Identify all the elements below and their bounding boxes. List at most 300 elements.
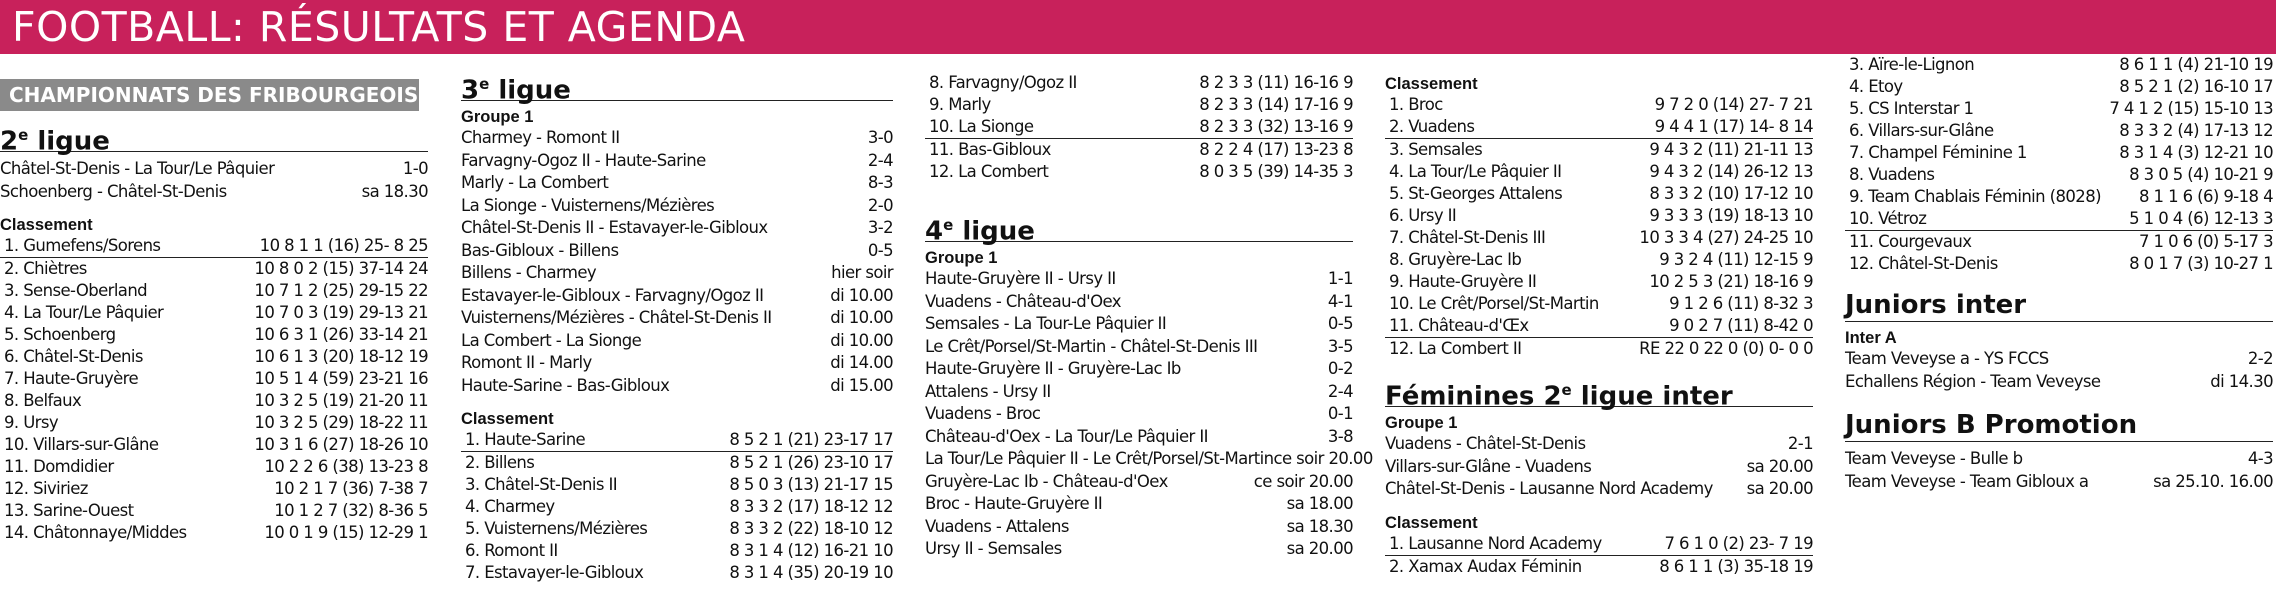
standings-row	[0, 478, 428, 500]
standings-row	[1385, 271, 1813, 293]
match-row	[461, 375, 893, 398]
team-stats: 8 3 3 2 (10) 17-12 10	[1649, 184, 1813, 203]
team-name: 9. Marly	[929, 95, 991, 114]
team-name: 12. La Combert	[929, 162, 1049, 181]
team-name: 12. Châtel-St-Denis	[1849, 254, 1998, 273]
section-title-sup: e	[1561, 381, 1572, 399]
match-row	[0, 181, 428, 204]
team-name: 7. Estavayer-le-Gibloux	[465, 563, 644, 582]
match-row	[1845, 371, 2273, 394]
match-teams: La Sionge - Vuisternens/Mézières	[461, 195, 715, 215]
match-row	[461, 352, 893, 375]
team-name: 9. Ursy	[4, 413, 59, 432]
team-name: 11. Château-d'Œx	[1389, 316, 1529, 335]
standings-row	[461, 540, 893, 562]
standings-row	[1845, 54, 2273, 76]
match-result: sa 25.10. 16.00	[2153, 471, 2273, 491]
team-name: 9. Team Chablais Féminin (8028)	[1849, 187, 2101, 206]
match-result: 0-1	[1327, 404, 1353, 423]
match-result: 1-1	[1327, 269, 1353, 288]
team-stats: 8 3 1 4 (3) 12-21 10	[2119, 143, 2273, 162]
team-name: 3. Semsales	[1389, 140, 1483, 159]
standings-row	[0, 434, 428, 456]
team-stats: 10 1 2 7 (32) 8-36 5	[274, 501, 428, 520]
match-row	[461, 217, 893, 240]
team-name: 11. Courgevaux	[1849, 232, 1972, 251]
team-name: 4. Etoy	[1849, 77, 1903, 96]
team-name: 2. Chiètres	[4, 259, 87, 278]
team-name: 14. Châtonnaye/Middes	[4, 523, 187, 542]
classement-label: Classement	[461, 410, 554, 428]
team-stats: 8 1 1 6 (6) 9-18 4	[2139, 187, 2273, 206]
match-teams: Team Veveyse - Bulle b	[1845, 449, 2023, 468]
match-result: 3-8	[1327, 426, 1353, 446]
match-result: 4-3	[2247, 449, 2273, 468]
team-name: 6. Châtel-St-Denis	[4, 347, 143, 366]
match-result: 3-2	[867, 218, 893, 237]
match-result: 2-4	[867, 150, 893, 170]
classement-label: Classement	[1385, 75, 1478, 93]
team-name: 5. Vuisternens/Mézières	[465, 519, 648, 538]
team-stats: 10 8 0 2 (15) 37-14 24	[254, 259, 428, 278]
standings-row	[0, 324, 428, 346]
team-name: 8. Belfaux	[4, 391, 82, 410]
section-title-sup: e	[943, 216, 954, 234]
match-result: sa 20.00	[1746, 479, 1813, 498]
team-stats: 10 7 1 2 (25) 29-15 22	[254, 281, 428, 300]
section-title-3e-ligue	[461, 68, 893, 106]
match-result: 2-1	[1787, 434, 1813, 453]
match-row	[1845, 348, 2273, 371]
team-name: 6. Villars-sur-Glâne	[1849, 121, 1994, 140]
standings-row	[0, 368, 428, 390]
standings-row	[925, 116, 1353, 139]
standings-row	[1385, 533, 1813, 556]
column-3e-ligue	[461, 54, 893, 599]
standings-row	[925, 72, 1353, 94]
section-title-2e-ligue	[0, 119, 428, 157]
standings-row	[1385, 293, 1813, 315]
match-row	[925, 493, 1353, 516]
team-stats: 8 2 3 3 (11) 16-16 9	[1199, 73, 1353, 92]
match-result: ce soir 20.00	[1273, 449, 1373, 468]
section-title-feminines	[1385, 374, 1813, 412]
team-stats: 8 2 2 4 (17) 13-23 8	[1199, 140, 1353, 159]
team-name: 7. Champel Féminine 1	[1849, 143, 2027, 162]
match-result: 1-0	[402, 159, 428, 178]
team-stats: 7 1 0 6 (0) 5-17 3	[2139, 232, 2273, 251]
team-name: 5. CS Interstar 1	[1849, 99, 1974, 118]
match-result: 0-2	[1327, 359, 1353, 378]
team-name: 13. Sarine-Ouest	[4, 501, 134, 520]
standings-table-2	[1385, 533, 1813, 578]
match-teams: Vuadens - Attalens	[925, 516, 1069, 536]
spacer	[461, 397, 893, 409]
team-stats: 8 5 2 1 (21) 23-17 17	[729, 430, 893, 449]
match-row	[925, 358, 1353, 381]
match-teams: Vuadens - Château-d'Oex	[925, 291, 1121, 311]
standings-row	[1385, 161, 1813, 183]
match-result: 3-0	[867, 128, 893, 147]
match-teams: Haute-Gruyère II - Ursy II	[925, 269, 1116, 288]
match-row	[461, 307, 893, 330]
standings-row	[1385, 556, 1813, 578]
match-teams: Château-d'Oex - La Tour/Le Pâquier II	[925, 426, 1208, 446]
team-name: 8. Gruyère-Lac Ib	[1389, 250, 1522, 269]
section-title-juniors-inter: Juniors inter	[1845, 290, 2027, 320]
team-name: 8. Farvagny/Ogoz II	[929, 73, 1077, 92]
team-name: 3. Aïre-le-Lignon	[1849, 55, 1975, 74]
team-stats: 5 1 0 4 (6) 12-13 3	[2129, 209, 2273, 228]
team-name: 3. Sense-Oberland	[4, 281, 148, 300]
section-title-rest: ligue inter	[1571, 381, 1733, 412]
standings-row	[0, 522, 428, 544]
team-stats: 8 3 3 2 (22) 18-10 12	[729, 519, 893, 538]
divider	[1845, 321, 2273, 322]
classement-label: Classement	[1385, 513, 1478, 532]
match-list	[1845, 448, 2273, 493]
column-2e-ligue	[0, 54, 428, 599]
team-name: 9. Haute-Gruyère II	[1389, 272, 1537, 291]
section-title-number: 2	[0, 126, 19, 157]
match-teams: Le Crêt/Porsel/St-Martin - Châtel-St-Denis III	[925, 336, 1258, 356]
standings-row	[461, 474, 893, 496]
match-row	[461, 127, 893, 150]
section-title-rest: ligue	[489, 75, 571, 106]
team-stats: 10 7 0 3 (19) 29-13 21	[254, 303, 428, 322]
team-name: 2. Billens	[465, 453, 535, 472]
section-title-number: 3	[461, 75, 480, 106]
team-stats: 10 2 1 7 (36) 7-38 7	[274, 479, 428, 498]
match-result: 0-5	[1327, 314, 1353, 333]
match-teams: Team Veveyse - Team Gibloux a	[1845, 471, 2089, 491]
team-stats: 8 3 0 5 (4) 10-21 9	[2129, 165, 2273, 184]
standings-row	[1385, 116, 1813, 139]
team-name: 11. Domdidier	[4, 457, 114, 476]
team-stats: RE 22 0 22 0 (0) 0- 0 0	[1639, 339, 1813, 358]
standings-row	[1385, 94, 1813, 116]
match-row	[925, 516, 1353, 539]
team-name: 4. La Tour/Le Pâquier	[4, 303, 164, 322]
team-stats: 10 0 1 9 (15) 12-29 1	[264, 523, 428, 542]
section-title-sup: e	[18, 126, 29, 144]
match-teams: Gruyère-Lac Ib - Château-d'Oex	[925, 471, 1168, 491]
team-name: 12. Siviriez	[4, 479, 88, 498]
match-row	[925, 381, 1353, 404]
match-teams: Estavayer-le-Gibloux - Farvagny/Ogoz II	[461, 285, 764, 305]
match-teams: Team Veveyse a - YS FCCS	[1845, 349, 2049, 368]
match-result: 0-5	[867, 240, 893, 260]
match-result: 2-0	[867, 195, 893, 215]
standings-table	[0, 235, 428, 544]
team-stats: 8 5 2 1 (26) 23-10 17	[729, 453, 893, 472]
match-row	[1845, 448, 2273, 471]
match-list	[0, 158, 428, 203]
standings-row	[0, 302, 428, 324]
team-stats: 9 0 2 7 (11) 8-42 0	[1669, 316, 1813, 335]
standings-row	[1385, 249, 1813, 271]
column-4e-ligue	[925, 54, 1373, 599]
match-teams: Farvagny-Ogoz II - Haute-Sarine	[461, 150, 706, 170]
match-row	[0, 158, 428, 181]
section-title-rest: ligue	[953, 216, 1035, 247]
match-row	[925, 403, 1353, 426]
match-result: di 14.00	[830, 353, 893, 372]
team-stats: 8 3 1 4 (12) 16-21 10	[729, 541, 893, 560]
team-name: 1. Broc	[1389, 95, 1443, 114]
match-teams: Haute-Gruyère II - Gruyère-Lac Ib	[925, 359, 1181, 378]
match-teams: Vuadens - Broc	[925, 404, 1041, 423]
team-stats: 7 6 1 0 (2) 23- 7 19	[1664, 533, 1813, 553]
match-result: sa 18.30	[1286, 516, 1353, 536]
match-row	[461, 240, 893, 263]
standings-table-continued	[925, 72, 1353, 183]
team-stats: 9 4 4 1 (17) 14- 8 14	[1654, 117, 1813, 136]
match-result: 4-1	[1327, 291, 1353, 311]
spacer	[0, 203, 428, 215]
match-result: 2-2	[2247, 349, 2273, 368]
match-result: ce soir 20.00	[1253, 471, 1353, 491]
team-name: 11. Bas-Gibloux	[929, 140, 1051, 159]
team-name: 10. La Sionge	[929, 117, 1034, 136]
team-stats: 9 3 2 4 (11) 12-15 9	[1659, 250, 1813, 269]
group-label: Groupe 1	[461, 108, 534, 126]
standings-row	[1845, 208, 2273, 231]
team-name: 6. Ursy II	[1389, 206, 1457, 225]
team-stats: 9 4 3 2 (11) 21-11 13	[1649, 140, 1813, 159]
team-name: 1. Gumefens/Sorens	[4, 236, 161, 255]
team-stats: 8 5 2 1 (2) 16-10 17	[2119, 77, 2273, 96]
standings-row	[1385, 183, 1813, 205]
standings-row	[0, 235, 428, 258]
section-title-rest: ligue	[28, 126, 110, 157]
match-row	[1845, 471, 2273, 494]
team-stats: 8 3 1 4 (35) 20-19 10	[729, 563, 893, 582]
team-stats: 10 6 1 3 (20) 18-12 19	[254, 347, 428, 366]
match-row	[461, 172, 893, 195]
match-result: sa 20.00	[1286, 539, 1353, 558]
match-result: 3-5	[1327, 336, 1353, 356]
match-list	[925, 268, 1373, 561]
team-name: 10. Villars-sur-Glâne	[4, 435, 159, 454]
match-teams: Semsales - La Tour-Le Pâquier II	[925, 314, 1167, 333]
team-name: 2. Xamax Audax Féminin	[1389, 556, 1582, 576]
team-stats: 10 5 1 4 (59) 23-21 16	[254, 369, 428, 388]
match-row	[461, 262, 893, 285]
standings-row	[0, 346, 428, 368]
standings-row	[1385, 315, 1813, 338]
team-name: 8. Vuadens	[1849, 165, 1935, 184]
team-name: 1. Lausanne Nord Academy	[1389, 533, 1602, 553]
page-title: FOOTBALL: RÉSULTATS ET AGENDA	[12, 3, 746, 51]
section-title-4e-ligue	[925, 209, 1353, 247]
team-stats: 8 6 1 1 (3) 35-18 19	[1659, 556, 1813, 576]
standings-row	[1845, 76, 2273, 98]
match-result: di 15.00	[830, 375, 893, 395]
match-list	[1845, 348, 2273, 393]
section-title-number: Féminines 2	[1385, 381, 1562, 412]
match-row	[925, 291, 1353, 314]
match-teams: Broc - Haute-Gruyère II	[925, 494, 1103, 513]
match-teams: Vuisternens/Mézières - Châtel-St-Denis II	[461, 308, 772, 327]
standings-row	[461, 518, 893, 540]
classement-label: Classement	[0, 216, 93, 234]
team-stats: 8 2 3 3 (14) 17-16 9	[1199, 95, 1353, 114]
match-teams: Ursy II - Semsales	[925, 539, 1062, 558]
match-teams: Châtel-St-Denis - Lausanne Nord Academy	[1385, 479, 1713, 498]
match-teams: Bas-Gibloux - Billens	[461, 240, 619, 260]
match-row	[925, 313, 1353, 336]
match-result: di 10.00	[830, 285, 893, 305]
standings-row	[0, 412, 428, 434]
match-row	[925, 426, 1353, 449]
standings-row	[461, 496, 893, 518]
team-stats: 8 3 3 2 (17) 18-12 12	[729, 497, 893, 516]
standings-row	[1845, 231, 2273, 253]
standings-row	[0, 390, 428, 412]
team-stats: 10 3 2 5 (29) 18-22 11	[254, 413, 428, 432]
match-teams: Schoenberg - Châtel-St-Denis	[0, 181, 227, 201]
team-stats: 10 6 3 1 (26) 33-14 21	[254, 325, 428, 344]
match-teams: Echallens Région - Team Veveyse	[1845, 371, 2101, 391]
match-result: di 10.00	[830, 308, 893, 327]
standings-row	[925, 139, 1353, 161]
match-teams: Châtel-St-Denis - La Tour/Le Pâquier	[0, 159, 275, 178]
team-stats: 8 5 0 3 (13) 21-17 15	[729, 475, 893, 494]
team-name: 7. Haute-Gruyère	[4, 369, 139, 388]
team-stats: 8 3 3 2 (4) 17-13 12	[2119, 121, 2273, 140]
match-teams: Châtel-St-Denis II - Estavayer-le-Gibloux	[461, 218, 768, 237]
standings-table-continued	[1845, 54, 2273, 275]
group-label: Inter A	[1845, 329, 1897, 347]
team-name: 1. Haute-Sarine	[465, 430, 586, 449]
match-teams: Charmey - Romont II	[461, 128, 620, 147]
standings-row	[0, 456, 428, 478]
divider	[1845, 441, 2273, 442]
match-row	[925, 268, 1353, 291]
team-stats: 8 0 1 7 (3) 10-27 1	[2129, 254, 2273, 273]
team-name: 12. La Combert II	[1389, 339, 1522, 358]
standings-row	[1385, 338, 1813, 360]
match-teams: Vuadens - Châtel-St-Denis	[1385, 434, 1586, 453]
match-teams: Marly - La Combert	[461, 173, 609, 192]
section-title-juniors-b: Juniors B Promotion	[1845, 410, 2138, 440]
team-stats: 10 2 5 3 (21) 18-16 9	[1649, 272, 1813, 291]
team-stats: 8 2 3 3 (32) 13-16 9	[1199, 117, 1353, 136]
match-result: hier soir	[831, 263, 893, 282]
group-label: Groupe 1	[1385, 414, 1458, 432]
column-feminines	[1385, 54, 1813, 599]
match-result: sa 18.00	[1286, 494, 1353, 513]
team-name: 10. Le Crêt/Porsel/St-Martin	[1389, 294, 1599, 313]
team-stats: 8 0 3 5 (39) 14-35 3	[1199, 162, 1353, 181]
match-result: 2-4	[1327, 381, 1353, 401]
match-row	[925, 448, 1373, 471]
team-name: 10. Vétroz	[1849, 209, 1927, 228]
match-result: sa 20.00	[1746, 456, 1813, 476]
standings-row	[1845, 253, 2273, 275]
match-list	[1385, 433, 1813, 501]
team-stats: 7 4 1 2 (15) 15-10 13	[2109, 99, 2273, 118]
match-row	[925, 538, 1353, 561]
team-stats: 10 3 3 4 (27) 24-25 10	[1639, 228, 1813, 247]
championnats-badge: CHAMPIONNATS DES FRIBOURGEOIS	[0, 79, 419, 111]
match-row	[461, 150, 893, 173]
team-name: 5. St-Georges Attalens	[1389, 184, 1563, 203]
standings-row	[1845, 142, 2273, 164]
match-result: di 14.30	[2210, 371, 2273, 391]
match-teams: La Tour/Le Pâquier II - Le Crêt/Porsel/St-Martin	[925, 449, 1274, 468]
team-name: 4. Charmey	[465, 497, 555, 516]
team-stats: 9 1 2 6 (11) 8-32 3	[1669, 294, 1813, 313]
team-name: 7. Châtel-St-Denis III	[1389, 228, 1546, 247]
team-stats: 10 3 2 5 (19) 21-20 11	[254, 391, 428, 410]
match-teams: Attalens - Ursy II	[925, 381, 1051, 401]
match-result: di 10.00	[830, 330, 893, 350]
column-juniors	[1845, 54, 2273, 599]
match-row	[1385, 456, 1813, 479]
team-stats: 10 8 1 1 (16) 25- 8 25	[259, 236, 428, 255]
standings-row	[1845, 120, 2273, 142]
match-teams: Haute-Sarine - Bas-Gibloux	[461, 375, 670, 395]
team-name: 2. Vuadens	[1389, 117, 1475, 136]
match-teams: Romont II - Marly	[461, 353, 592, 372]
match-teams: Billens - Charmey	[461, 263, 597, 282]
standings-row	[925, 94, 1353, 116]
standings-row	[461, 562, 893, 584]
section-title-sup: e	[479, 75, 490, 93]
standings-row	[1385, 227, 1813, 249]
standings-row	[461, 429, 893, 452]
standings-row	[1845, 98, 2273, 120]
standings-row	[0, 500, 428, 522]
team-stats: 10 2 2 6 (38) 13-23 8	[264, 457, 428, 476]
match-result: 8-3	[867, 173, 893, 192]
spacer	[1385, 501, 1813, 513]
standings-row	[461, 452, 893, 474]
banner	[0, 0, 2276, 54]
standings-row	[0, 258, 428, 280]
team-stats: 9 7 2 0 (14) 27- 7 21	[1654, 95, 1813, 114]
match-row	[461, 330, 893, 353]
standings-row	[1385, 139, 1813, 161]
match-row	[925, 336, 1353, 359]
match-result: sa 18.30	[361, 181, 428, 201]
team-stats: 9 4 3 2 (14) 26-12 13	[1649, 162, 1813, 181]
standings-table	[461, 429, 893, 584]
standings-row	[1385, 205, 1813, 227]
section-title-number: 4	[925, 216, 944, 247]
team-name: 4. La Tour/Le Pâquier II	[1389, 162, 1562, 181]
match-row	[1385, 433, 1813, 456]
match-row	[461, 285, 893, 308]
team-name: 3. Châtel-St-Denis II	[465, 475, 618, 494]
match-row	[461, 195, 893, 218]
standings-row	[1845, 164, 2273, 186]
standings-row	[0, 280, 428, 302]
standings-table	[1385, 94, 1813, 360]
team-stats: 8 6 1 1 (4) 21-10 19	[2119, 55, 2273, 74]
match-list	[461, 127, 893, 397]
match-row	[1385, 478, 1813, 501]
match-teams: La Combert - La Sionge	[461, 330, 642, 350]
team-name: 6. Romont II	[465, 541, 558, 560]
match-row	[925, 471, 1353, 494]
team-stats: 9 3 3 3 (19) 18-13 10	[1649, 206, 1813, 225]
match-teams: Villars-sur-Glâne - Vuadens	[1385, 456, 1592, 476]
standings-row	[925, 161, 1353, 183]
team-name: 5. Schoenberg	[4, 325, 116, 344]
